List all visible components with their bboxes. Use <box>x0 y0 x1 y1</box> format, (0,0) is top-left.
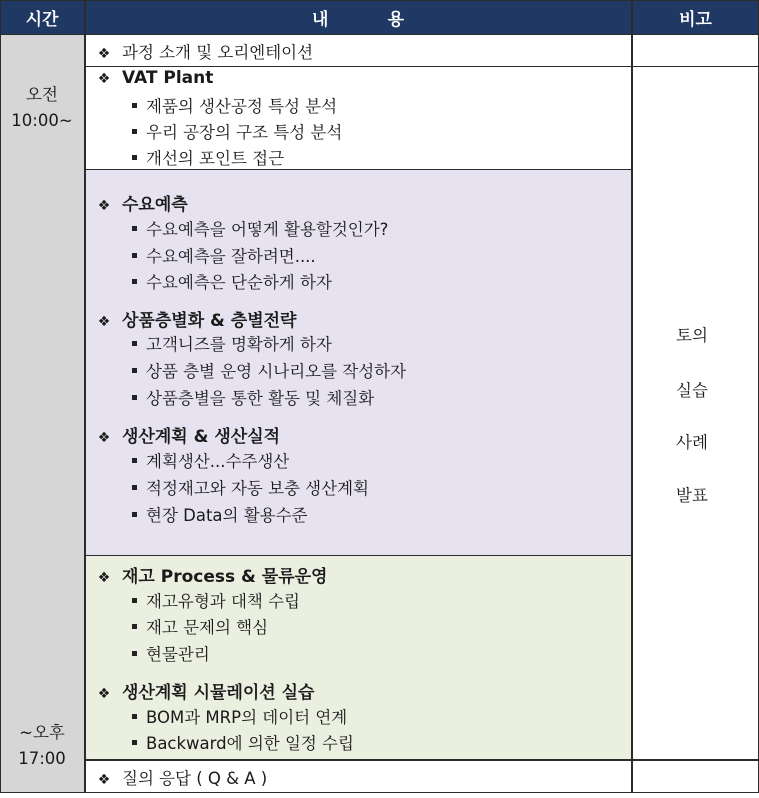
inventory-item-text: 현물관리 <box>146 645 210 664</box>
border-row-1 <box>84 66 759 67</box>
segment-item-text: 고객니즈를 명확하게 하자 <box>146 335 332 354</box>
qa-row <box>96 765 267 789</box>
vat-item <box>132 119 342 143</box>
inventory-title <box>96 562 327 587</box>
sim-item-text: Backward에 의한 일정 수립 <box>146 734 354 753</box>
plan-item-text: 현장 Data의 활용수준 <box>146 506 308 525</box>
vat-item-text: 우리 공장의 구조 특성 분석 <box>146 123 343 142</box>
diamond-bullet-icon: ❖ <box>97 198 111 214</box>
square-bullet-icon <box>132 485 137 490</box>
segment-item <box>132 331 332 355</box>
sim-title-text: 생산계획 시뮬레이션 실습 <box>122 683 315 703</box>
vat-item <box>132 93 337 117</box>
time-start-value: 10:00~ <box>11 111 73 130</box>
square-bullet-icon <box>132 714 137 719</box>
square-bullet-icon <box>132 368 137 373</box>
border-note-left <box>631 0 633 793</box>
plan-item <box>132 448 289 472</box>
diamond-bullet-icon: ❖ <box>97 570 111 586</box>
intro-text: 과정 소개 및 오리엔테이션 <box>122 43 314 62</box>
time-end-label: ~오후 <box>19 723 65 742</box>
square-bullet-icon <box>132 740 137 745</box>
demand-item-text: 수요예측을 잘하려면.... <box>146 247 316 266</box>
square-bullet-icon <box>132 651 137 656</box>
note-item: 사례 <box>676 433 708 452</box>
plan-item-text: 계획생산...수주생산 <box>146 452 290 471</box>
border-row-3 <box>84 555 632 556</box>
header-note: 비고 <box>632 0 759 34</box>
segment-item-text: 상품층별을 통한 활동 및 체질화 <box>146 389 375 408</box>
demand-title-text: 수요예측 <box>122 195 188 215</box>
vat-title <box>96 68 213 88</box>
demand-item <box>132 216 388 240</box>
square-bullet-icon <box>132 341 137 346</box>
plan-title-text: 생산계획 & 생산실적 <box>122 427 281 447</box>
diamond-bullet-icon: ❖ <box>97 772 111 788</box>
diamond-bullet-icon: ❖ <box>97 71 111 87</box>
diamond-bullet-icon: ❖ <box>97 686 111 702</box>
plan-title <box>96 422 280 447</box>
vat-item-text: 제품의 생산공정 특성 분석 <box>146 97 338 116</box>
inventory-item <box>132 614 268 638</box>
time-end-value: 17:00 <box>18 749 66 768</box>
segment-item <box>132 385 374 409</box>
vat-item-text: 개선의 포인트 접근 <box>146 149 285 168</box>
square-bullet-icon <box>132 279 137 284</box>
demand-item <box>132 269 332 293</box>
diamond-bullet-icon: ❖ <box>97 314 111 330</box>
plan-item <box>132 502 307 526</box>
time-start <box>0 80 84 136</box>
demand-item-text: 수요예측은 단순하게 하자 <box>146 273 332 292</box>
square-bullet-icon <box>132 129 137 134</box>
sim-item-text: BOM과 MRP의 데이터 연계 <box>146 708 348 727</box>
square-bullet-icon <box>132 624 137 629</box>
border-header-bottom <box>0 34 759 35</box>
time-end <box>0 718 84 774</box>
square-bullet-icon <box>132 253 137 258</box>
note-item: 발표 <box>676 486 708 505</box>
border-row-4 <box>84 759 759 761</box>
plan-item <box>132 475 369 499</box>
segment-title-text: 상품층별화 & 층별전략 <box>122 311 297 331</box>
border-time-right <box>84 0 86 793</box>
square-bullet-icon <box>132 155 137 160</box>
inventory-item <box>132 588 300 612</box>
vat-title-text: VAT Plant <box>122 68 214 88</box>
note-item: 실습 <box>676 381 708 400</box>
intro-row <box>96 39 313 63</box>
sim-item <box>132 730 354 754</box>
header-time: 시간 <box>0 0 84 34</box>
square-bullet-icon <box>132 103 137 108</box>
square-bullet-icon <box>132 598 137 603</box>
note-item: 토의 <box>676 326 708 345</box>
diamond-bullet-icon: ❖ <box>97 46 111 62</box>
inventory-item-text: 재고유형과 대책 수립 <box>146 592 300 611</box>
vat-item <box>132 145 284 169</box>
time-start-label: 오전 <box>26 85 58 104</box>
demand-item <box>132 243 316 267</box>
square-bullet-icon <box>132 226 137 231</box>
sim-item <box>132 704 347 728</box>
segment-item <box>132 358 406 382</box>
inventory-item <box>132 641 210 665</box>
inventory-title-text: 재고 Process & 물류운영 <box>122 567 328 587</box>
square-bullet-icon <box>132 458 137 463</box>
header-content: 내 용 <box>84 0 632 34</box>
square-bullet-icon <box>132 395 137 400</box>
segment-title <box>96 306 296 331</box>
segment-item-text: 상품 층별 운영 시나리오를 작성하자 <box>146 362 407 381</box>
sim-title <box>96 678 314 703</box>
qa-text: 질의 응답 ( Q & A ) <box>122 769 268 788</box>
demand-title <box>96 190 188 215</box>
demand-item-text: 수요예측을 어떻게 활용할것인가? <box>146 220 389 239</box>
square-bullet-icon <box>132 512 137 517</box>
diamond-bullet-icon: ❖ <box>97 430 111 446</box>
inventory-item-text: 재고 문제의 핵심 <box>146 618 269 637</box>
plan-item-text: 적정재고와 자동 보충 생산계획 <box>146 479 369 498</box>
border-row-2 <box>84 169 632 170</box>
